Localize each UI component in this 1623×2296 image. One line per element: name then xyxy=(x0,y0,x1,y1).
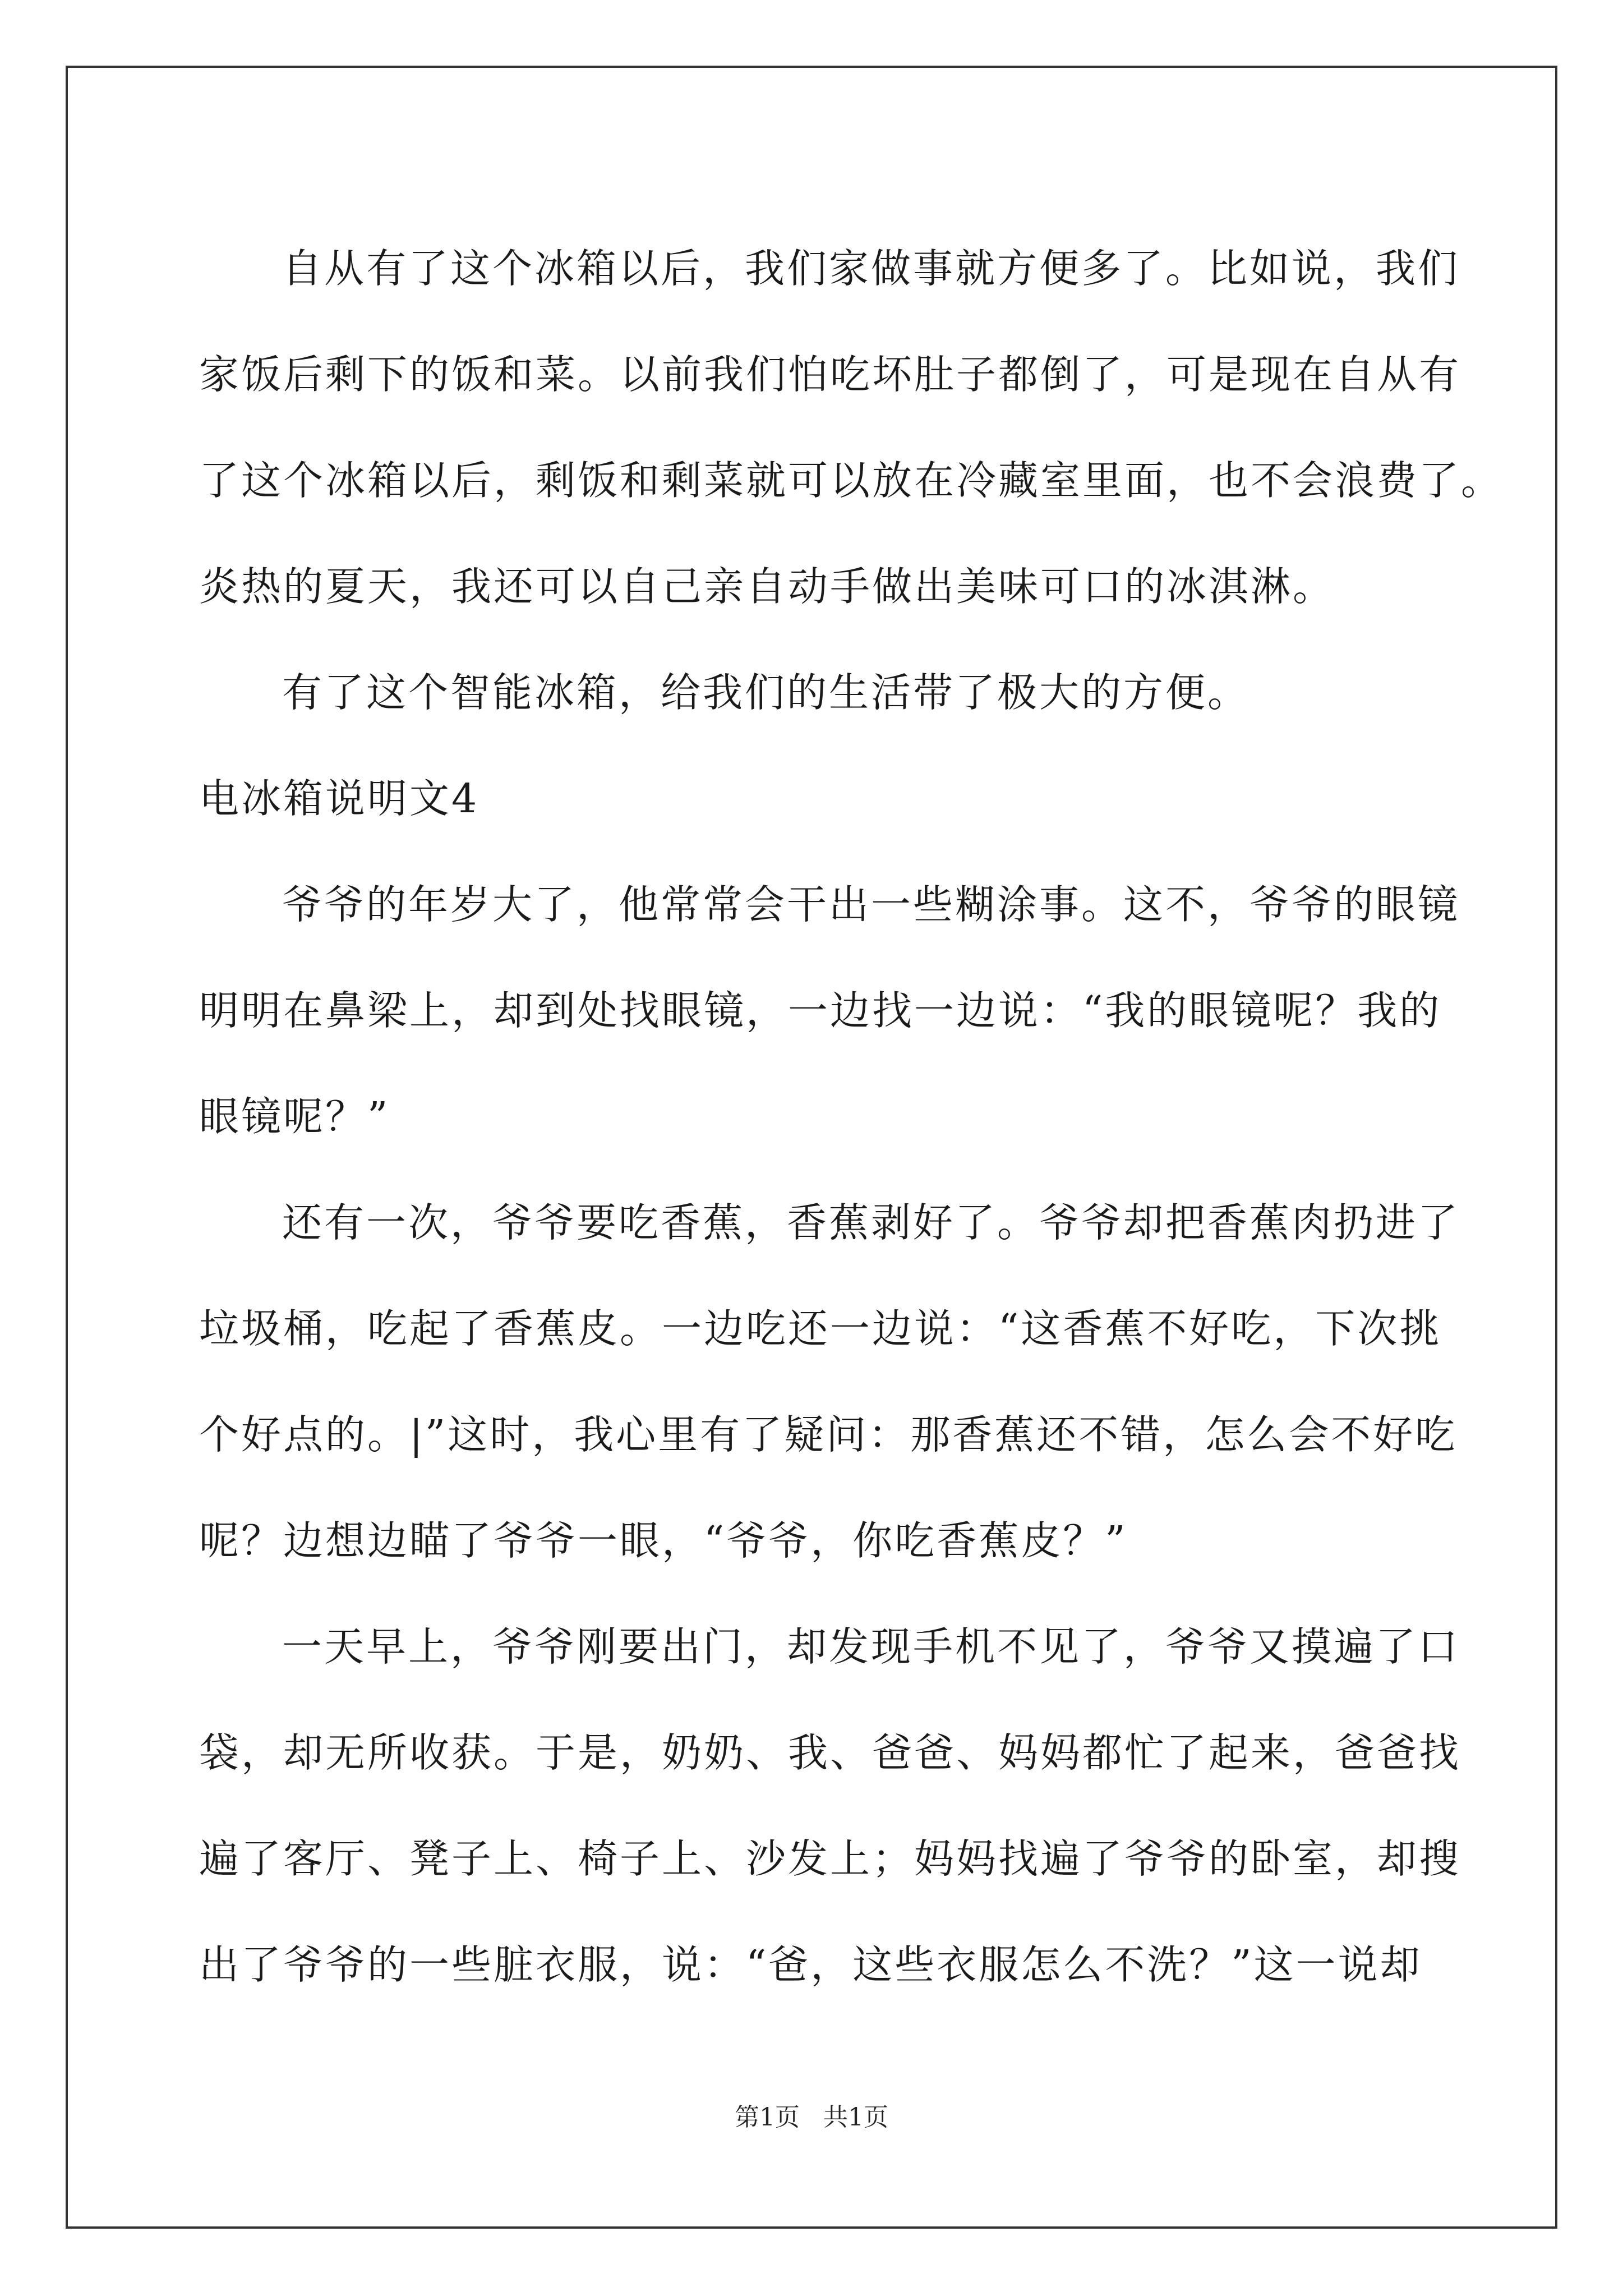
section-heading: 电冰箱说明文4 xyxy=(199,775,479,822)
text-line: 炎热的夏天，我还可以自己亲自动手做出美味可口的冰淇淋。 xyxy=(199,563,1335,610)
text-line: 眼镜呢？” xyxy=(199,1093,390,1140)
text-line: 家饭后剩下的饭和菜。以前我们怕吃坏肚子都倒了，可是现在自从有 xyxy=(199,351,1461,398)
text-line: 有了这个智能冰箱，给我们的生活带了极大的方便。 xyxy=(282,669,1250,716)
page-number: 第1页 xyxy=(735,2103,800,2132)
text-line: 袋，却无所收获。于是，奶奶、我、爸爸、妈妈都忙了起来，爸爸找 xyxy=(199,1729,1461,1776)
text-line: 一天早上，爷爷刚要出门，却发现手机不见了，爷爷又摸遍了口 xyxy=(282,1623,1460,1670)
text-line: 自从有了这个冰箱以后，我们家做事就方便多了。比如说，我们 xyxy=(282,245,1460,292)
text-line: 还有一次，爷爷要吃香蕉，香蕉剥好了。爷爷却把香蕉肉扔进了 xyxy=(282,1199,1460,1246)
document-body xyxy=(199,215,1504,2018)
text-line: 个好点的。|”这时，我心里有了疑问：那香蕉还不错，怎么会不好吃 xyxy=(199,1411,1458,1458)
text-line: 爷爷的年岁大了，他常常会干出一些糊涂事。这不，爷爷的眼镜 xyxy=(282,881,1460,928)
text-line: 垃圾桶，吃起了香蕉皮。一边吃还一边说：“这香蕉不好吃，下次挑 xyxy=(199,1305,1442,1352)
text-line: 呢？边想边瞄了爷爷一眼，“爷爷，你吃香蕉皮？” xyxy=(199,1517,1128,1564)
text-line: 出了爷爷的一些脏衣服，说：“爸，这些衣服怎么不洗？”这一说却 xyxy=(199,1941,1422,1988)
page-total: 共1页 xyxy=(823,2103,888,2132)
page-footer xyxy=(0,2097,1623,2133)
text-line: 了这个冰箱以后，剩饭和剩菜就可以放在冷藏室里面，也不会浪费了。 xyxy=(199,457,1504,504)
text-line: 遍了客厅、凳子上、椅子上、沙发上；妈妈找遍了爷爷的卧室，却搜 xyxy=(199,1835,1461,1882)
text-line: 明明在鼻梁上，却到处找眼镜，一边找一边说：“我的眼镜呢？我的 xyxy=(199,987,1442,1034)
